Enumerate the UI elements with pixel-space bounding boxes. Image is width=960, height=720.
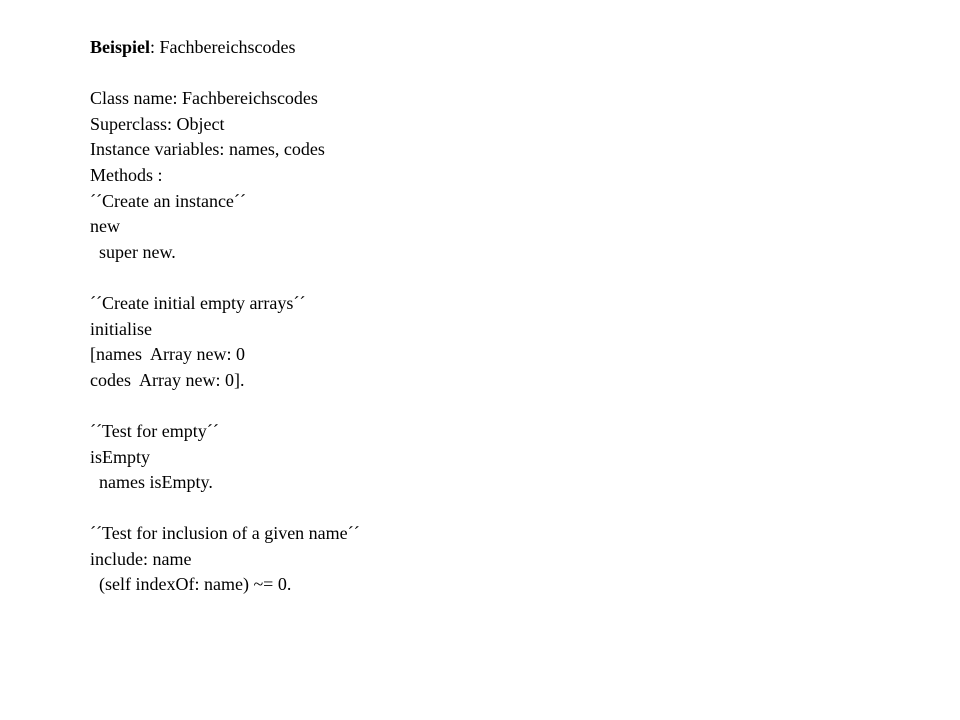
spacer: [90, 61, 850, 87]
method-code-line: new: [90, 216, 120, 237]
method-comment: ´´Test for empty´´: [90, 420, 219, 441]
title-text: : Fachbereichscodes: [150, 37, 296, 57]
method-code-line: names isEmpty.: [90, 472, 213, 493]
method-code-line: initialise: [90, 318, 152, 339]
method-code-line: super new.: [90, 241, 176, 262]
spacer: [90, 496, 850, 522]
method-code-line: isEmpty: [90, 446, 151, 467]
method-code-line: codes Array new: 0].: [90, 369, 245, 390]
method-code-line: include: name: [90, 548, 192, 569]
slide-title: [90, 35, 850, 61]
method-code-line: (self indexOf: name) ~= 0.: [90, 574, 292, 595]
code-listing: [90, 35, 850, 598]
methods-label: Methods :: [90, 164, 163, 185]
instance-variables-line: Instance variables: names, codes: [90, 139, 325, 160]
class-name-line: Class name: Fachbereichscodes: [90, 88, 318, 109]
spacer: [90, 265, 850, 291]
spacer: [90, 393, 850, 419]
superclass-line: Superclass: Object: [90, 113, 225, 134]
method-code-line: [names Array new: 0: [90, 344, 245, 365]
method-comment: ´´Create initial empty arrays´´: [90, 292, 306, 313]
method-comment: ´´Test for inclusion of a given name´´: [90, 523, 360, 544]
title-label: Beispiel: [90, 37, 151, 57]
method-comment: ´´Create an instance´´: [90, 190, 246, 211]
